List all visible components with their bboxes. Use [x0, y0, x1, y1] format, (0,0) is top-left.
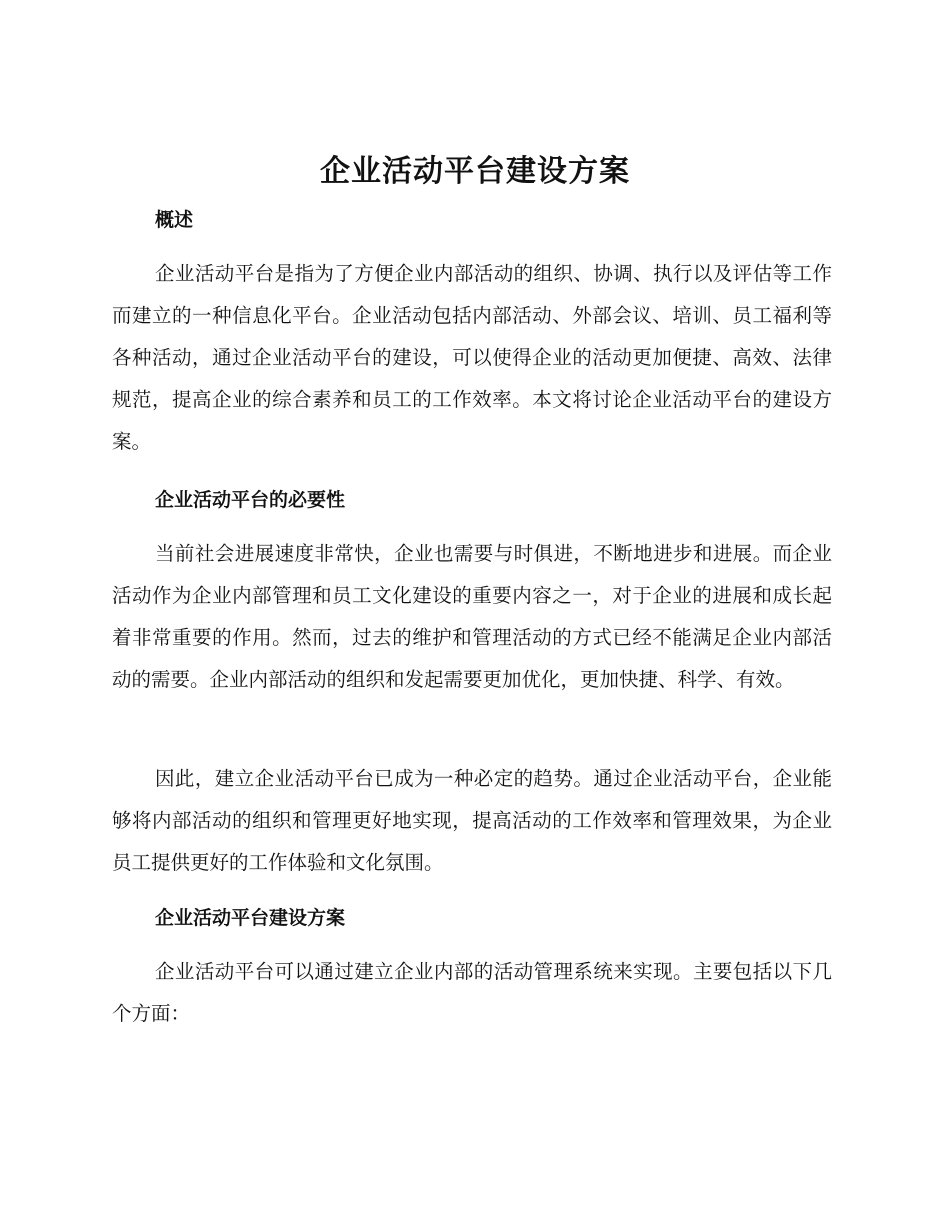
section-heading-overview: 概述 — [155, 209, 194, 231]
paragraph-necessity-1: 当前社会进展速度非常快，企业也需要与时俱进，不断地进步和进展。而企业活动作为企业内部管理和员工文化建设的重要内容之一，对于企业的进展和成长起着非常重要的作用。然而，过去的维护和管理活动的方式已经不能满足企业内部活动的需要。企业内部活动的组织和发起需要更加优化，更加快捷、科学、有效。 — [112, 542, 832, 691]
paragraph-plan: 企业活动平台可以通过建立企业内部的活动管理系统来实现。主要包括以下几个方面： — [112, 960, 832, 1025]
paragraph-necessity-2: 因此，建立企业活动平台已成为一种必定的趋势。通过企业活动平台，企业能够将内部活动的组织和管理更好地实现，提高活动的工作效率和管理效果，为企业员工提供更好的工作体验和文化氛围。 — [112, 767, 832, 874]
section-heading-plan: 企业活动平台建设方案 — [155, 907, 346, 929]
section-heading-necessity: 企业活动平台的必要性 — [155, 489, 346, 511]
document-title: 企业活动平台建设方案 — [320, 154, 630, 189]
paragraph-overview: 企业活动平台是指为了方便企业内部活动的组织、协调、执行以及评估等工作而建立的一种信息化平台。企业活动包括内部活动、外部会议、培训、员工福利等各种活动，通过企业活动平台的建设，可以使得企业的活动更加便捷、高效、法律规范，提高企业的综合素养和员工的工作效率。本文将讨论企业活动平台的建设方案。 — [112, 262, 832, 453]
